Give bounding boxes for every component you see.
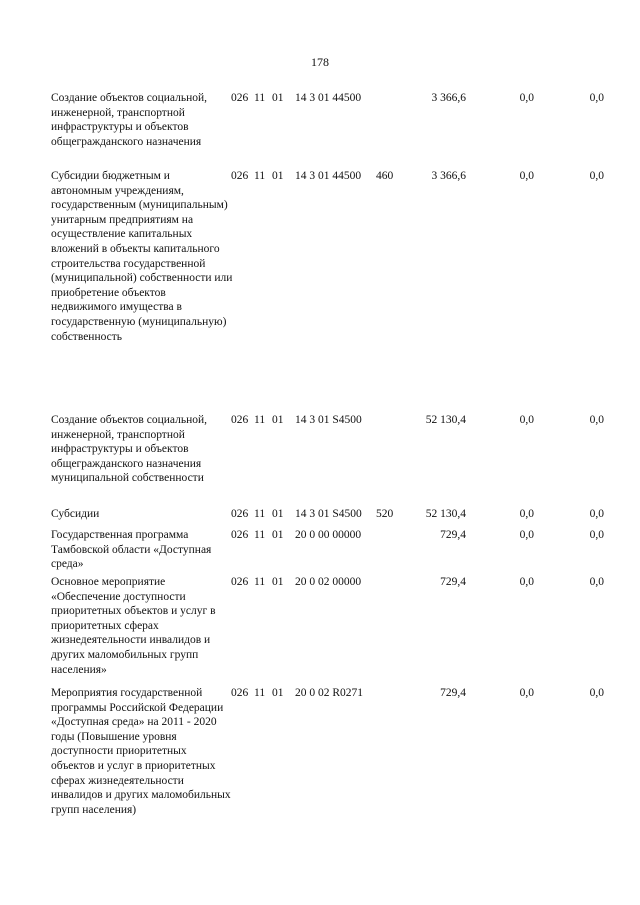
target-article-code: 14 3 01 44500 [295, 92, 362, 104]
subsection-code: 01 [272, 170, 284, 182]
ministry-code: 026 [231, 92, 249, 104]
amount-year-2: 0,0 [519, 414, 534, 426]
row-name: Создание объектов социальной, инженерной, транспортной инфраструктуры и объектов общегражданского назначения [51, 92, 208, 148]
amount-year-3: 0,0 [589, 170, 604, 182]
amount-year-2: 0,0 [519, 529, 534, 541]
section-code: 11 [254, 529, 266, 541]
ministry-code: 026 [231, 508, 249, 520]
amount-year-2: 0,0 [519, 687, 534, 699]
subsection-code: 01 [272, 687, 284, 699]
target-article-code: 20 0 02 R0271 [295, 687, 364, 699]
ministry-code: 026 [231, 170, 249, 182]
subsection-code: 01 [272, 576, 284, 588]
amount-year-1: 729,4 [440, 529, 466, 541]
target-article-code: 20 0 02 00000 [295, 576, 362, 588]
row-name: Мероприятия государственной программы Российской Федерации «Доступная среда» на 2011 - 2020 годы (Повышение уровня доступности приоритетных объектов и услуг в приоритетных сферах жизнедеятельности инвалидов и других маломобильных групп населения) [51, 687, 231, 816]
amount-year-3: 0,0 [589, 687, 604, 699]
amount-year-2: 0,0 [519, 92, 534, 104]
amount-year-1: 3 366,6 [431, 170, 466, 182]
amount-year-3: 0,0 [589, 414, 604, 426]
page-number: 178 [311, 55, 329, 69]
ministry-code: 026 [231, 414, 249, 426]
subsection-code: 01 [272, 529, 284, 541]
amount-year-3: 0,0 [589, 508, 604, 520]
row-name: Создание объектов социальной, инженерной, транспортной инфраструктуры и объектов общегражданского назначения муниципальной собственности [51, 414, 208, 485]
section-code: 11 [254, 687, 266, 699]
row-name: Государственная программа Тамбовской области «Доступная среда» [51, 529, 212, 571]
section-code: 11 [254, 414, 266, 426]
amount-year-1: 52 130,4 [425, 508, 466, 520]
target-article-code: 20 0 00 00000 [295, 529, 362, 541]
amount-year-3: 0,0 [589, 529, 604, 541]
ministry-code: 026 [231, 576, 249, 588]
amount-year-1: 729,4 [440, 687, 466, 699]
section-code: 11 [254, 576, 266, 588]
section-code: 11 [254, 92, 266, 104]
target-article-code: 14 3 01 S4500 [295, 508, 362, 520]
amount-year-2: 0,0 [519, 576, 534, 588]
subsection-code: 01 [272, 414, 284, 426]
amount-year-1: 729,4 [440, 576, 466, 588]
expense-type-code: 460 [376, 170, 394, 182]
amount-year-2: 0,0 [519, 508, 534, 520]
section-code: 11 [254, 170, 266, 182]
target-article-code: 14 3 01 S4500 [295, 414, 362, 426]
amount-year-2: 0,0 [519, 170, 534, 182]
subsection-code: 01 [272, 92, 284, 104]
amount-year-3: 0,0 [589, 92, 604, 104]
row-name: Субсидии бюджетным и автономным учреждениям, государственным (муниципальным) унитарным предприятиям на осуществление капитальных вложений в объекты капитального строительства государственной (муниципальной) собственности или приобретение объектов недвижимого имущества в государственную (муниципальную) собственность [51, 170, 233, 343]
ministry-code: 026 [231, 529, 249, 541]
ministry-code: 026 [231, 687, 249, 699]
amount-year-1: 3 366,6 [431, 92, 466, 104]
subsection-code: 01 [272, 508, 284, 520]
row-name: Субсидии [51, 508, 100, 520]
row-name: Основное мероприятие «Обеспечение доступности приоритетных объектов и услуг в приоритетных сферах жизнедеятельности инвалидов и других маломобильных групп населения» [51, 576, 216, 676]
section-code: 11 [254, 508, 266, 520]
amount-year-1: 52 130,4 [425, 414, 466, 426]
expense-type-code: 520 [376, 508, 394, 520]
amount-year-3: 0,0 [589, 576, 604, 588]
target-article-code: 14 3 01 44500 [295, 170, 362, 182]
